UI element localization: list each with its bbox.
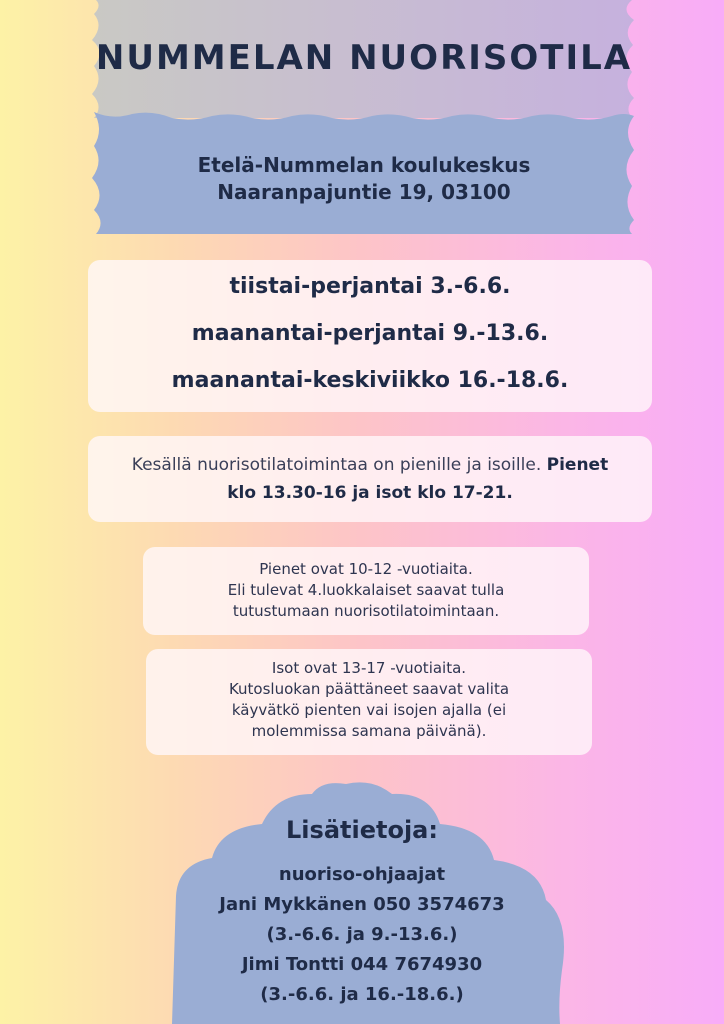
big-kids-line-4: molemmissa samana päivänä). [251,722,487,740]
date-line-3: maanantai-keskiviikko 16.-18.6. [171,368,569,393]
big-kids-line-1: Isot ovat 13-17 -vuotiaita. [271,659,467,677]
contact-person-2: Jimi Tontti 044 7674930 [241,954,483,975]
big-kids-line-3: käyvätkö pienten vai isojen ajalla (ei [231,701,507,719]
contact-person-1-dates: (3.-6.6. ja 9.-13.6.) [266,924,458,945]
contact-heading: Lisätietoja: [286,816,438,844]
small-kids-line-3: tutustumaan nuorisotilatoimintaan. [232,602,500,620]
contact-person-1: Jani Mykkänen 050 3574673 [219,894,505,915]
school-name: Etelä-Nummelan koulukeskus [197,153,531,177]
summer-text: Kesällä nuorisotilatoimintaa on pienille ja isoille. [131,455,542,475]
address-banner [92,112,636,234]
contact-person-2-dates: (3.-6.6. ja 16.-18.6.) [260,984,464,1005]
contact-role: nuoriso-ohjaajat [278,864,446,885]
date-line-1: tiistai-perjantai 3.-6.6. [229,274,511,299]
big-kids-card [146,649,592,755]
title-banner [92,0,636,118]
address [92,152,636,206]
big-kids-line-2: Kutosluokan päättäneet saavat valita [228,680,510,698]
page-title: NUMMELAN NUORISOTILA [95,38,633,78]
street-address: Naaranpajuntie 19, 03100 [217,180,511,204]
dates-card [88,260,652,412]
small-kids-line-1: Pienet ovat 10-12 -vuotiaita. [259,560,473,578]
small-kids-card [143,547,589,635]
small-kids-line-2: Eli tulevat 4.luokkalaiset saavat tulla [227,581,505,599]
summer-hours: Pienet klo 13.30-16 ja isot klo 17-21. [227,455,609,503]
date-line-2: maanantai-perjantai 9.-13.6. [191,321,549,346]
contact-cloud [0,770,724,1024]
summer-info-card [88,436,652,522]
contact-info [0,816,724,1010]
